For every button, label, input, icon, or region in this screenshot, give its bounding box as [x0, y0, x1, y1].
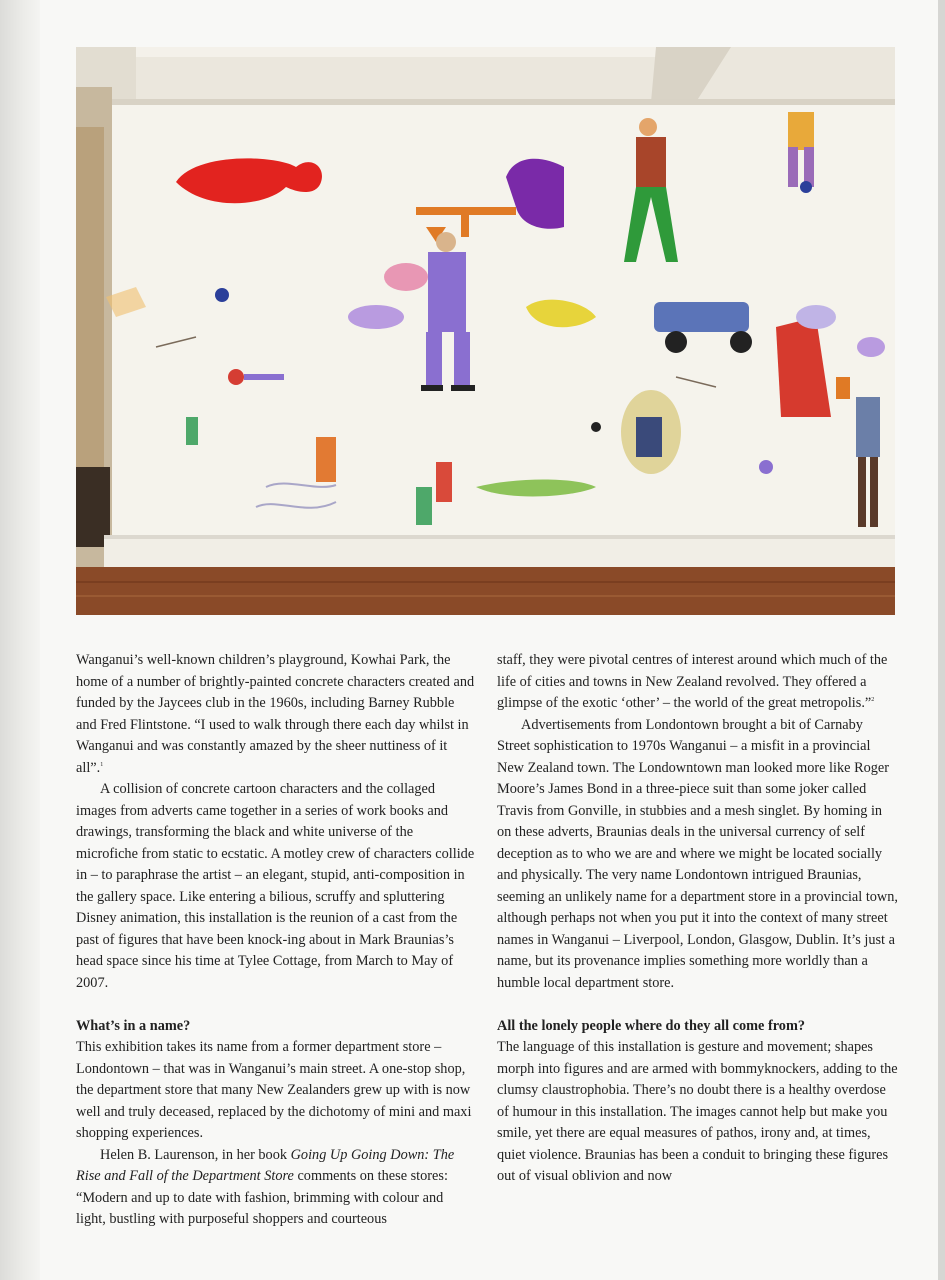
body-paragraph: A collision of concrete cartoon characters and the collaged images from adverts came together in a series of work books and drawings, transforming the black and white universe of the microfiche from static to ecstatic. A motley crew of characters collide in – to paraphrase the artist – an elegant, stupid, anti-composition in the gallery space. Like entering a bilious, scruffy and spluttering Disney animation, this installation is the reunion of a cast from the past of figures that have been knock-ing about in Mark Braunias’s head space since his time at Tylee Cottage, from March to May of 2007.	[76, 781, 475, 991]
page-edge	[938, 0, 945, 1280]
book-title: Going Up Going Down: The Rise and Fall of the Department Store	[76, 1146, 455, 1184]
left-column	[76, 650, 476, 1231]
body-paragraph: Advertisements from Londontown brought a bit of Carnaby Street sophistication to 1970s Wanganui – a misfit in a provincial New Zealand town. The Londowntown man looked more like Roger Moore’s James Bond in a three-piece suit than some joker called Travis from Gonville, in stubbies and a mesh singlet. By homing in on these adverts, Braunias deals in the universal currency of self deception as to who we are and where we might be located socially and physically. The very name Londontown intrigued Braunias, seeming an unlikely name for a department store in a provincial town, although perhaps not when you put it into the context of many street names in Wanganui – Liverpool, London, Glasgow, Dublin. It’s just a name, but its provenance implies something more worldly than a humble local department store.	[497, 716, 898, 991]
right-column	[497, 650, 899, 1188]
wooden-floor	[76, 567, 895, 615]
footnote-ref: 1	[100, 761, 104, 768]
body-paragraph: Helen B. Laurenson, in her book Going Up Going Down: The Rise and Fall of the Department Store comments on these stores: “Modern and up to date with fashion, brimming with colour and light, bustling with purposeful shoppers and courteous	[76, 1146, 455, 1227]
installation-photo	[76, 47, 895, 615]
body-paragraph: This exhibition takes its name from a former department store – Londontown – that was in Wanganui’s main street. A one-stop shop, the department store that many New Zealanders grew up with is now well and truly deceased, replaced by the dichotomy of mini and maxi shopping experiences.	[76, 1039, 472, 1141]
footnote-ref: 2	[871, 697, 875, 703]
page-gutter	[0, 0, 40, 1280]
section-heading: What’s in a name?	[76, 1017, 191, 1034]
skirting-board	[104, 535, 895, 567]
section-heading: All the lonely people where do they all come from?	[497, 1017, 806, 1034]
body-paragraph: Wanganui’s well-known children’s playground, Kowhai Park, the home of a number of brightly-painted concrete characters created and funded by the Jaycees club in the 1960s, including Barney Rubble and Fred Flintstone. “I used to walk through there each day whilst in Wanganui and was constantly amazed by the sheer nuttiness of it all”.$^1$	[76, 652, 475, 776]
body-paragraph: The language of this installation is gesture and movement; shapes morph into figures and are armed with bommyknockers, adding to the clumsy claustrophobia. There’s no doubt there is a healthy overdose of humour in this installation. The images cannot help but make you smile, yet there are equal measures of pathos, irony and, at times, quiet violence. Braunias has been a conduit to bringing these figures out of visual oblivion and now	[497, 1039, 898, 1184]
body-paragraph: staff, they were pivotal centres of interest around which much of the life of cities and towns in New Zealand revolved. They offered a glimpse of the exotic ‘other’ – the world of the great metropolis.”$^2$	[497, 652, 888, 711]
